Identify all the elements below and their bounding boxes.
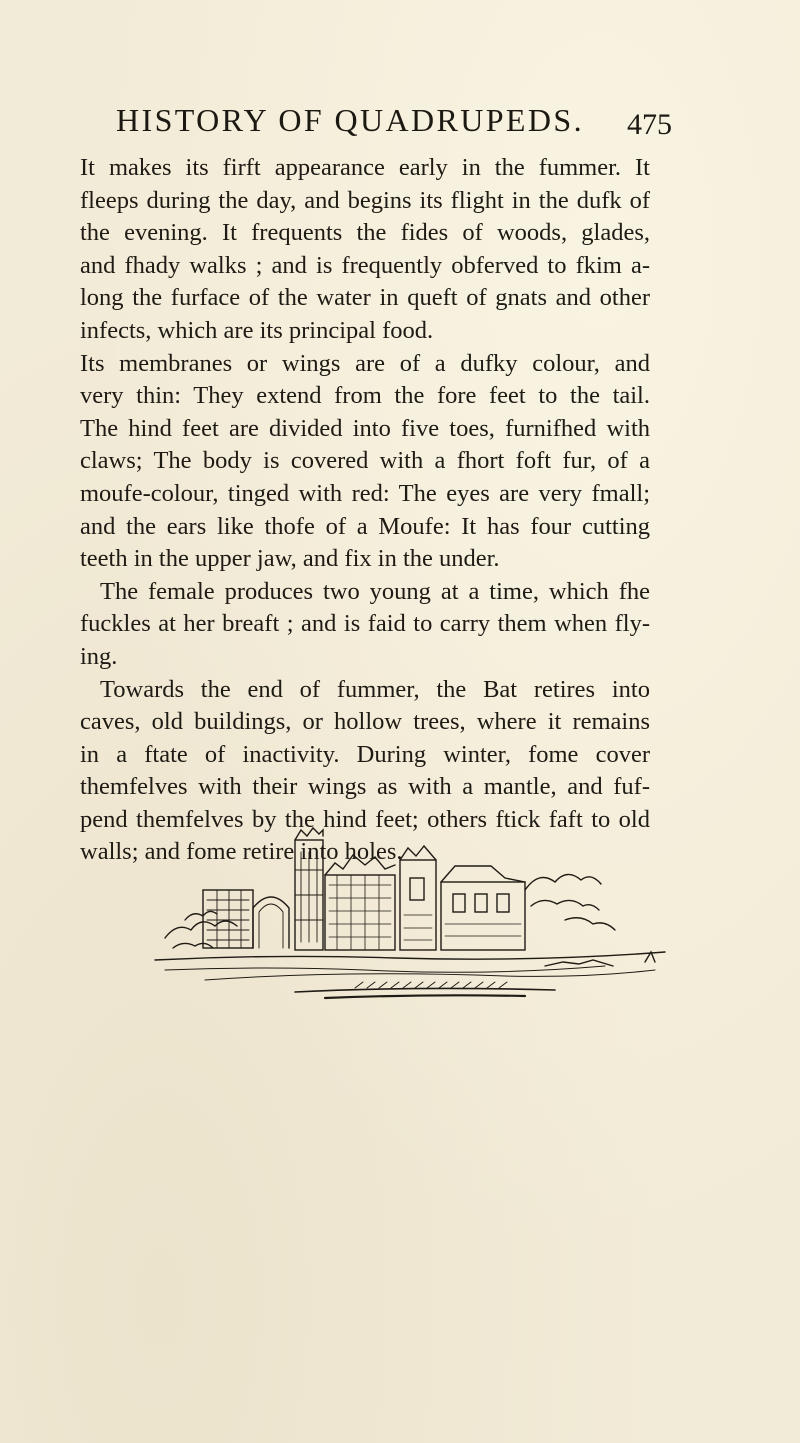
- text-line: long the furface of the water in queft of gnats and other: [80, 284, 650, 312]
- page-number: 475: [627, 108, 672, 141]
- text-line: Its membranes or wings are of a dufky colour, and: [80, 349, 650, 377]
- text-line: very thin: They extend from the fore feet to the tail.: [80, 382, 650, 410]
- text-line: fleeps during the day, and begins its flight in the dufk of: [80, 186, 650, 214]
- body-text: [80, 152, 650, 869]
- text-line: claws; The body is covered with a fhort foft fur, of a: [80, 447, 650, 475]
- text-line: The hind feet are divided into five toes, furnifhed with: [80, 414, 650, 442]
- text-line: fuckles at her breaft ; and is faid to carry them when fly-: [80, 610, 650, 638]
- text-line: Towards the end of fummer, the Bat retires into: [100, 675, 650, 703]
- page-header: [0, 102, 800, 150]
- ruins-vignette-illustration: [145, 820, 675, 1005]
- text-line: walls; and fome retire into holes.: [80, 838, 403, 866]
- text-line: The female produces two young at a time, which fhe: [100, 577, 650, 605]
- text-line: moufe-colour, tinged with red: The eyes are very fmall;: [80, 479, 650, 507]
- text-line: in a ftate of inactivity. During winter, fome cover: [80, 740, 650, 768]
- text-line: the evening. It frequents the fides of woods, glades,: [80, 219, 650, 247]
- text-line: ing.: [80, 642, 118, 670]
- text-line: themfelves with their wings as with a mantle, and fuf-: [80, 773, 650, 801]
- text-line: infects, which are its principal food.: [80, 316, 434, 344]
- text-line: pend themfelves by the hind feet; others ftick faft to old: [80, 805, 650, 833]
- text-line: and fhady walks ; and is frequently obferved to fkim a-: [80, 251, 650, 279]
- text-line: and the ears like thofe of a Moufe: It has four cutting: [80, 512, 650, 540]
- text-line: teeth in the upper jaw, and fix in the under.: [80, 545, 500, 573]
- text-line: It makes its firft appearance early in the fummer. It: [80, 154, 650, 181]
- running-head: HISTORY OF QUADRUPEDS.: [116, 102, 584, 138]
- text-line: caves, old buildings, or hollow trees, where it remains: [80, 708, 650, 736]
